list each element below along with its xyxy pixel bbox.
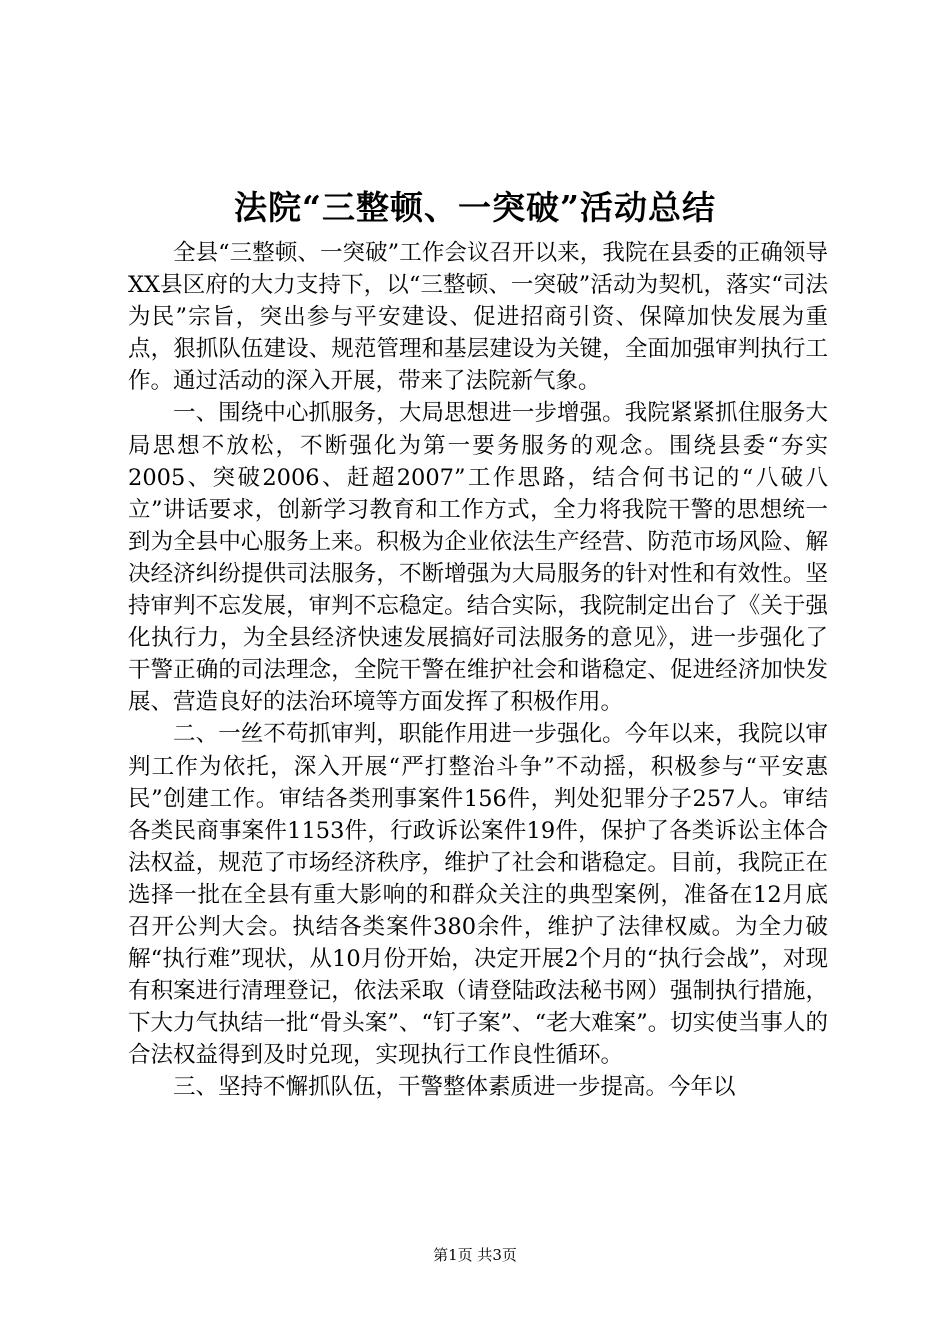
paragraph-section-2: 二、一丝不苟抓审判，职能作用进一步强化。今年以来，我院以审判工作为依托，深入开展“严打整治斗争”不动摇，积极参与“平安惠民”创建工作。审结各类刑事案件156件，判处犯罪分子257人。审结各类民商事案件1153件，行政诉讼案件19件，保护了各类诉讼主体合法权益，规范了市场经济秩序，维护了社会和谐稳定。目前，我院正在选择一批在全县有重大影响的和群众关注的典型案例，准备在12月底召开公判大会。执结各类案件380余件，维护了法律权威。为全力破解“执行难”现状，从10月份开始，决定开展2个月的“执行会战”，对现有积案进行清理登记，依法采取（请登陆政法秘书网）强制执行措施，下大力气执结一批“骨头案”、“钉子案”、“老大难案”。切实使当事人的合法权益得到及时兑现，实现执行工作良性循环。 <box>128 721 828 1069</box>
document-title: 法院“三整顿、一突破”活动总结 <box>234 188 716 227</box>
paragraph-section-3: 三、坚持不懈抓队伍，干警整体素质进一步提高。今年以 <box>173 1074 736 1101</box>
paragraph-intro: 全县“三整顿、一突破”工作会议召开以来，我院在县委的正确领导XX县区府的大力支持下，以“三整顿、一突破”活动为契机，落实“司法为民”宗旨，突出参与平安建设、促进招商引资、保障加快发展为重点，狠抓队伍建设、规范管理和基层建设为关键，全面加强审判执行工作。通过活动的深入开展，带来了法院新气象。 <box>128 240 828 395</box>
paragraph-section-1: 一、围绕中心抓服务，大局思想进一步增强。我院紧紧抓住服务大局思想不放松，不断强化为第一要务服务的观念。围绕县委“夯实2005、突破2006、赶超2007”工作思路，结合何书记的“八破八立”讲话要求，创新学习教育和工作方式，全力将我院干警的思想统一到为全县中心服务上来。积极为企业依法生产经营、防范市场风险、解决经济纠纷提供司法服务，不断增强为大局服务的针对性和有效性。坚持审判不忘发展，审判不忘稳定。结合实际，我院制定出台了《关于强化执行力，为全县经济快速发展搞好司法服务的意见》，进一步强化了干警正确的司法理念，全院干警在维护社会和谐稳定、促进经济加快发展、营造良好的法治环境等方面发挥了积极作用。 <box>128 400 828 716</box>
document-body <box>128 237 828 1104</box>
page-number-footer: 第1页 共3页 <box>433 1246 517 1264</box>
